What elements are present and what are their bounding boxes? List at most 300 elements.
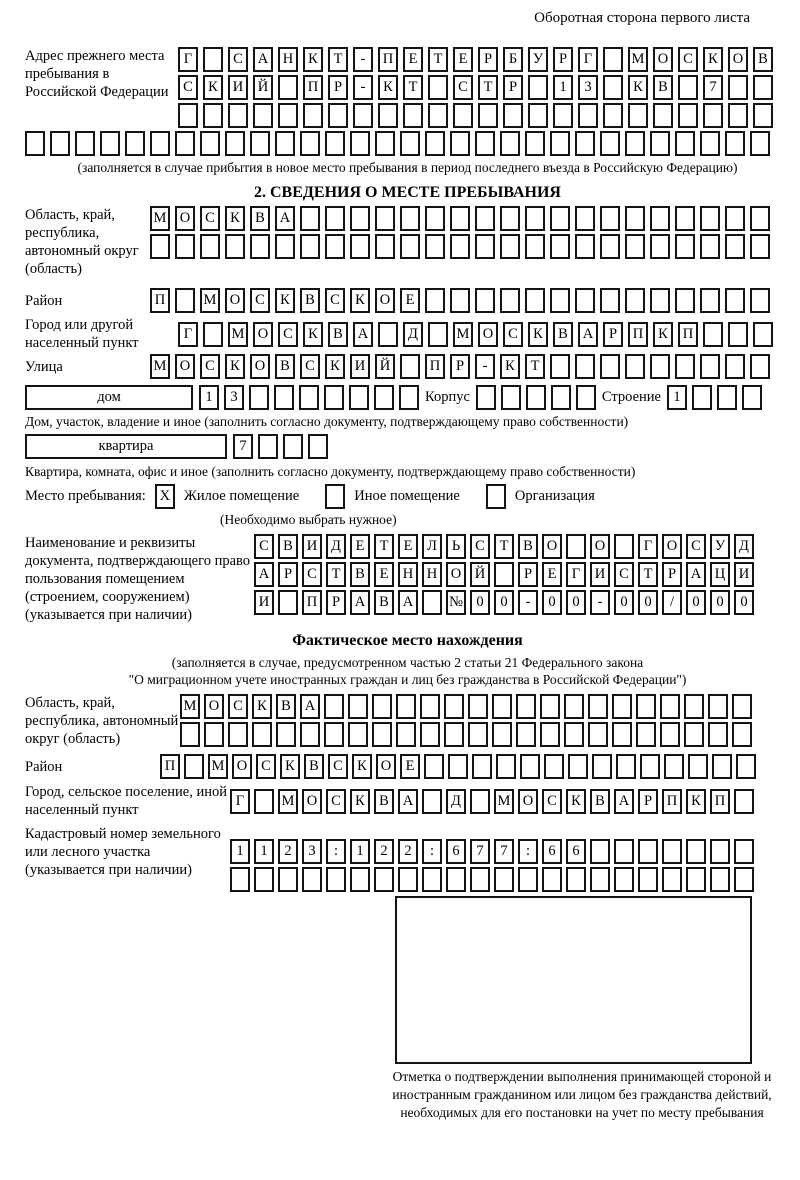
char-cell[interactable] — [550, 206, 570, 231]
actual-region-row-2[interactable] — [180, 722, 752, 747]
char-cell[interactable]: В — [518, 534, 538, 559]
char-cell[interactable] — [700, 288, 720, 313]
char-cell[interactable]: Ь — [446, 534, 466, 559]
char-cell[interactable] — [278, 75, 298, 100]
char-cell[interactable] — [300, 131, 320, 156]
char-cell[interactable] — [616, 754, 636, 779]
char-cell[interactable]: И — [228, 75, 248, 100]
char-cell[interactable]: 0 — [710, 590, 730, 615]
prev-address-row-1[interactable] — [178, 47, 773, 72]
char-cell[interactable]: М — [150, 206, 170, 231]
char-cell[interactable] — [375, 131, 395, 156]
char-cell[interactable] — [566, 534, 586, 559]
char-cell[interactable]: К — [350, 789, 370, 814]
char-cell[interactable] — [614, 839, 634, 864]
city-row[interactable] — [178, 322, 773, 347]
char-cell[interactable]: С — [542, 789, 562, 814]
char-cell[interactable] — [324, 694, 344, 719]
char-cell[interactable]: П — [425, 354, 445, 379]
char-cell[interactable]: / — [662, 590, 682, 615]
char-cell[interactable] — [700, 131, 720, 156]
char-cell[interactable] — [725, 288, 745, 313]
document-row-1[interactable] — [254, 534, 754, 559]
char-cell[interactable]: П — [150, 288, 170, 313]
char-cell[interactable]: М — [150, 354, 170, 379]
char-cell[interactable] — [734, 839, 754, 864]
char-cell[interactable] — [614, 534, 634, 559]
char-cell[interactable] — [378, 322, 398, 347]
char-cell[interactable]: Г — [178, 47, 198, 72]
char-cell[interactable]: А — [254, 562, 274, 587]
char-cell[interactable]: 6 — [566, 839, 586, 864]
char-cell[interactable]: В — [350, 562, 370, 587]
char-cell[interactable] — [175, 234, 195, 259]
char-cell[interactable]: К — [303, 322, 323, 347]
char-cell[interactable]: Т — [525, 354, 545, 379]
char-cell[interactable]: 7 — [703, 75, 723, 100]
char-cell[interactable] — [553, 103, 573, 128]
char-cell[interactable] — [378, 103, 398, 128]
char-cell[interactable] — [500, 288, 520, 313]
char-cell[interactable]: Б — [503, 47, 523, 72]
char-cell[interactable]: П — [710, 789, 730, 814]
char-cell[interactable] — [550, 354, 570, 379]
char-cell[interactable]: М — [180, 694, 200, 719]
char-cell[interactable]: В — [275, 354, 295, 379]
char-cell[interactable]: 1 — [230, 839, 250, 864]
char-cell[interactable] — [564, 722, 584, 747]
char-cell[interactable]: С — [178, 75, 198, 100]
char-cell[interactable]: Г — [178, 322, 198, 347]
char-cell[interactable] — [422, 590, 442, 615]
char-cell[interactable]: К — [352, 754, 372, 779]
char-cell[interactable] — [675, 131, 695, 156]
char-cell[interactable]: Й — [470, 562, 490, 587]
char-cell[interactable] — [250, 234, 270, 259]
document-row-2[interactable] — [254, 562, 754, 587]
char-cell[interactable] — [50, 131, 70, 156]
char-cell[interactable]: М — [453, 322, 473, 347]
char-cell[interactable]: Е — [400, 288, 420, 313]
char-cell[interactable] — [675, 206, 695, 231]
char-cell[interactable] — [184, 754, 204, 779]
char-cell[interactable] — [568, 754, 588, 779]
char-cell[interactable]: Ц — [710, 562, 730, 587]
char-cell[interactable] — [254, 867, 274, 892]
char-cell[interactable] — [575, 206, 595, 231]
char-cell[interactable]: П — [628, 322, 648, 347]
char-cell[interactable] — [650, 131, 670, 156]
char-cell[interactable] — [725, 131, 745, 156]
char-cell[interactable] — [252, 722, 272, 747]
char-cell[interactable] — [640, 754, 660, 779]
char-cell[interactable] — [324, 722, 344, 747]
char-cell[interactable]: П — [678, 322, 698, 347]
char-cell[interactable]: П — [303, 75, 323, 100]
char-cell[interactable] — [303, 103, 323, 128]
char-cell[interactable]: А — [253, 47, 273, 72]
char-cell[interactable] — [684, 722, 704, 747]
char-cell[interactable]: В — [374, 789, 394, 814]
char-cell[interactable] — [612, 722, 632, 747]
apartment-row[interactable] — [233, 434, 328, 459]
char-cell[interactable]: 0 — [686, 590, 706, 615]
char-cell[interactable] — [662, 839, 682, 864]
char-cell[interactable] — [274, 385, 294, 410]
char-cell[interactable]: - — [353, 75, 373, 100]
char-cell[interactable]: А — [353, 322, 373, 347]
char-cell[interactable] — [374, 385, 394, 410]
char-cell[interactable] — [662, 867, 682, 892]
char-cell[interactable]: К — [528, 322, 548, 347]
char-cell[interactable]: В — [276, 694, 296, 719]
char-cell[interactable] — [588, 694, 608, 719]
char-cell[interactable]: С — [228, 47, 248, 72]
char-cell[interactable] — [576, 385, 596, 410]
char-cell[interactable] — [503, 103, 523, 128]
char-cell[interactable]: О — [204, 694, 224, 719]
char-cell[interactable] — [750, 131, 770, 156]
char-cell[interactable] — [300, 206, 320, 231]
char-cell[interactable] — [734, 867, 754, 892]
char-cell[interactable]: № — [446, 590, 466, 615]
char-cell[interactable] — [600, 234, 620, 259]
char-cell[interactable]: Р — [326, 590, 346, 615]
char-cell[interactable] — [575, 288, 595, 313]
char-cell[interactable]: В — [374, 590, 394, 615]
char-cell[interactable]: С — [326, 789, 346, 814]
char-cell[interactable] — [396, 722, 416, 747]
char-cell[interactable]: О — [232, 754, 252, 779]
char-cell[interactable]: Д — [326, 534, 346, 559]
char-cell[interactable]: С — [250, 288, 270, 313]
char-cell[interactable]: К — [653, 322, 673, 347]
char-cell[interactable] — [470, 867, 490, 892]
char-cell[interactable]: Р — [638, 789, 658, 814]
char-cell[interactable] — [425, 131, 445, 156]
char-cell[interactable] — [516, 694, 536, 719]
char-cell[interactable]: 6 — [542, 839, 562, 864]
char-cell[interactable] — [492, 722, 512, 747]
char-cell[interactable]: К — [325, 354, 345, 379]
char-cell[interactable] — [728, 322, 748, 347]
char-cell[interactable] — [453, 103, 473, 128]
char-cell[interactable]: О — [175, 354, 195, 379]
char-cell[interactable] — [500, 131, 520, 156]
char-cell[interactable]: С — [614, 562, 634, 587]
char-cell[interactable] — [450, 234, 470, 259]
char-cell[interactable] — [422, 789, 442, 814]
char-cell[interactable] — [326, 867, 346, 892]
char-cell[interactable] — [496, 754, 516, 779]
char-cell[interactable] — [525, 131, 545, 156]
char-cell[interactable] — [542, 867, 562, 892]
char-cell[interactable] — [703, 103, 723, 128]
char-cell[interactable] — [475, 206, 495, 231]
char-cell[interactable] — [736, 754, 756, 779]
char-cell[interactable] — [204, 722, 224, 747]
char-cell[interactable] — [575, 354, 595, 379]
char-cell[interactable] — [700, 206, 720, 231]
char-cell[interactable]: 0 — [614, 590, 634, 615]
char-cell[interactable] — [728, 75, 748, 100]
char-cell[interactable]: К — [350, 288, 370, 313]
cadastral-row-1[interactable] — [230, 839, 754, 864]
char-cell[interactable] — [544, 754, 564, 779]
char-cell[interactable]: М — [628, 47, 648, 72]
char-cell[interactable]: Т — [428, 47, 448, 72]
char-cell[interactable]: К — [280, 754, 300, 779]
char-cell[interactable]: 1 — [667, 385, 687, 410]
char-cell[interactable]: Т — [328, 47, 348, 72]
char-cell[interactable] — [664, 754, 684, 779]
char-cell[interactable] — [750, 206, 770, 231]
char-cell[interactable]: 3 — [578, 75, 598, 100]
char-cell[interactable]: Р — [553, 47, 573, 72]
char-cell[interactable]: 1 — [199, 385, 219, 410]
char-cell[interactable] — [299, 385, 319, 410]
char-cell[interactable] — [325, 131, 345, 156]
char-cell[interactable]: 3 — [224, 385, 244, 410]
char-cell[interactable] — [446, 867, 466, 892]
char-cell[interactable]: А — [686, 562, 706, 587]
char-cell[interactable] — [625, 234, 645, 259]
char-cell[interactable] — [600, 354, 620, 379]
char-cell[interactable]: А — [578, 322, 598, 347]
char-cell[interactable]: Т — [638, 562, 658, 587]
char-cell[interactable] — [550, 288, 570, 313]
char-cell[interactable]: Р — [328, 75, 348, 100]
char-cell[interactable] — [625, 206, 645, 231]
char-cell[interactable] — [450, 131, 470, 156]
char-cell[interactable] — [550, 131, 570, 156]
char-cell[interactable]: Е — [542, 562, 562, 587]
char-cell[interactable] — [725, 354, 745, 379]
char-cell[interactable]: Р — [603, 322, 623, 347]
char-cell[interactable]: К — [275, 288, 295, 313]
char-cell[interactable]: О — [590, 534, 610, 559]
char-cell[interactable] — [308, 434, 328, 459]
char-cell[interactable]: О — [253, 322, 273, 347]
document-row-3[interactable] — [254, 590, 754, 615]
char-cell[interactable]: В — [553, 322, 573, 347]
char-cell[interactable] — [678, 75, 698, 100]
char-cell[interactable] — [628, 103, 648, 128]
char-cell[interactable] — [660, 694, 680, 719]
char-cell[interactable]: К — [303, 47, 323, 72]
char-cell[interactable]: : — [518, 839, 538, 864]
char-cell[interactable]: С — [302, 562, 322, 587]
char-cell[interactable]: 2 — [278, 839, 298, 864]
char-cell[interactable] — [625, 354, 645, 379]
char-cell[interactable] — [203, 322, 223, 347]
char-cell[interactable]: 7 — [494, 839, 514, 864]
actual-region-row-1[interactable] — [180, 694, 752, 719]
char-cell[interactable]: 1 — [254, 839, 274, 864]
char-cell[interactable]: М — [228, 322, 248, 347]
char-cell[interactable]: 3 — [302, 839, 322, 864]
char-cell[interactable] — [750, 288, 770, 313]
char-cell[interactable] — [400, 354, 420, 379]
char-cell[interactable]: 2 — [398, 839, 418, 864]
char-cell[interactable] — [372, 694, 392, 719]
char-cell[interactable]: И — [254, 590, 274, 615]
char-cell[interactable]: 0 — [638, 590, 658, 615]
char-cell[interactable] — [566, 867, 586, 892]
char-cell[interactable] — [494, 562, 514, 587]
char-cell[interactable]: Р — [478, 47, 498, 72]
char-cell[interactable] — [100, 131, 120, 156]
char-cell[interactable]: 0 — [470, 590, 490, 615]
char-cell[interactable]: А — [398, 590, 418, 615]
char-cell[interactable] — [500, 234, 520, 259]
char-cell[interactable]: : — [326, 839, 346, 864]
char-cell[interactable] — [708, 722, 728, 747]
char-cell[interactable] — [203, 103, 223, 128]
char-cell[interactable] — [468, 722, 488, 747]
char-cell[interactable]: В — [328, 322, 348, 347]
char-cell[interactable] — [612, 694, 632, 719]
char-cell[interactable] — [675, 354, 695, 379]
char-cell[interactable] — [600, 131, 620, 156]
char-cell[interactable] — [399, 385, 419, 410]
char-cell[interactable] — [375, 234, 395, 259]
char-cell[interactable] — [753, 103, 773, 128]
char-cell[interactable]: У — [710, 534, 730, 559]
char-cell[interactable] — [325, 234, 345, 259]
char-cell[interactable]: К — [203, 75, 223, 100]
char-cell[interactable] — [753, 75, 773, 100]
char-cell[interactable] — [725, 206, 745, 231]
char-cell[interactable]: 2 — [374, 839, 394, 864]
char-cell[interactable]: О — [225, 288, 245, 313]
char-cell[interactable]: Т — [326, 562, 346, 587]
char-cell[interactable] — [400, 234, 420, 259]
char-cell[interactable] — [428, 103, 448, 128]
char-cell[interactable]: О — [375, 288, 395, 313]
char-cell[interactable] — [25, 131, 45, 156]
char-cell[interactable] — [625, 131, 645, 156]
char-cell[interactable]: С — [278, 322, 298, 347]
checkbox-organization[interactable] — [486, 484, 506, 509]
char-cell[interactable] — [528, 75, 548, 100]
region-row-1[interactable] — [150, 206, 770, 231]
char-cell[interactable]: К — [500, 354, 520, 379]
char-cell[interactable] — [614, 867, 634, 892]
char-cell[interactable] — [420, 694, 440, 719]
char-cell[interactable]: В — [278, 534, 298, 559]
char-cell[interactable] — [225, 234, 245, 259]
char-cell[interactable]: О — [728, 47, 748, 72]
char-cell[interactable]: О — [250, 354, 270, 379]
char-cell[interactable] — [636, 722, 656, 747]
char-cell[interactable] — [425, 206, 445, 231]
char-cell[interactable] — [75, 131, 95, 156]
char-cell[interactable] — [753, 322, 773, 347]
char-cell[interactable] — [349, 385, 369, 410]
char-cell[interactable]: Р — [278, 562, 298, 587]
char-cell[interactable] — [500, 206, 520, 231]
char-cell[interactable] — [550, 234, 570, 259]
char-cell[interactable] — [150, 234, 170, 259]
char-cell[interactable]: Г — [578, 47, 598, 72]
char-cell[interactable] — [278, 867, 298, 892]
char-cell[interactable] — [275, 131, 295, 156]
char-cell[interactable]: Е — [400, 754, 420, 779]
char-cell[interactable] — [742, 385, 762, 410]
char-cell[interactable] — [660, 722, 680, 747]
char-cell[interactable] — [590, 839, 610, 864]
char-cell[interactable] — [253, 103, 273, 128]
checkbox-other-premises[interactable] — [325, 484, 345, 509]
char-cell[interactable] — [424, 754, 444, 779]
char-cell[interactable] — [492, 694, 512, 719]
house-number-row[interactable] — [199, 385, 419, 410]
prev-address-row-2[interactable] — [178, 75, 773, 100]
char-cell[interactable] — [732, 694, 752, 719]
char-cell[interactable] — [425, 234, 445, 259]
char-cell[interactable] — [230, 867, 250, 892]
char-cell[interactable] — [283, 434, 303, 459]
char-cell[interactable]: С — [470, 534, 490, 559]
char-cell[interactable] — [275, 234, 295, 259]
char-cell[interactable] — [675, 288, 695, 313]
char-cell[interactable] — [564, 694, 584, 719]
char-cell[interactable] — [476, 385, 496, 410]
prev-address-row-4[interactable] — [25, 131, 790, 156]
char-cell[interactable] — [254, 789, 274, 814]
char-cell[interactable] — [638, 867, 658, 892]
region-row-2[interactable] — [150, 234, 770, 259]
char-cell[interactable]: С — [503, 322, 523, 347]
char-cell[interactable]: К — [252, 694, 272, 719]
char-cell[interactable]: 0 — [566, 590, 586, 615]
char-cell[interactable]: М — [494, 789, 514, 814]
char-cell[interactable] — [712, 754, 732, 779]
prev-address-row-3[interactable] — [178, 103, 773, 128]
char-cell[interactable] — [650, 234, 670, 259]
char-cell[interactable]: И — [302, 534, 322, 559]
char-cell[interactable] — [700, 234, 720, 259]
char-cell[interactable]: 0 — [734, 590, 754, 615]
char-cell[interactable]: В — [300, 288, 320, 313]
char-cell[interactable] — [475, 288, 495, 313]
char-cell[interactable] — [636, 694, 656, 719]
char-cell[interactable]: 0 — [542, 590, 562, 615]
char-cell[interactable]: Т — [374, 534, 394, 559]
char-cell[interactable]: Л — [422, 534, 442, 559]
char-cell[interactable] — [450, 206, 470, 231]
char-cell[interactable] — [348, 694, 368, 719]
char-cell[interactable]: О — [478, 322, 498, 347]
char-cell[interactable]: В — [304, 754, 324, 779]
char-cell[interactable] — [400, 131, 420, 156]
char-cell[interactable]: С — [678, 47, 698, 72]
char-cell[interactable] — [734, 789, 754, 814]
char-cell[interactable] — [525, 206, 545, 231]
char-cell[interactable]: О — [175, 206, 195, 231]
char-cell[interactable]: : — [422, 839, 442, 864]
actual-city-row[interactable] — [230, 789, 754, 814]
char-cell[interactable] — [700, 354, 720, 379]
char-cell[interactable] — [686, 867, 706, 892]
char-cell[interactable]: П — [662, 789, 682, 814]
char-cell[interactable] — [728, 103, 748, 128]
char-cell[interactable]: Р — [662, 562, 682, 587]
char-cell[interactable]: А — [300, 694, 320, 719]
char-cell[interactable] — [258, 434, 278, 459]
char-cell[interactable]: О — [518, 789, 538, 814]
